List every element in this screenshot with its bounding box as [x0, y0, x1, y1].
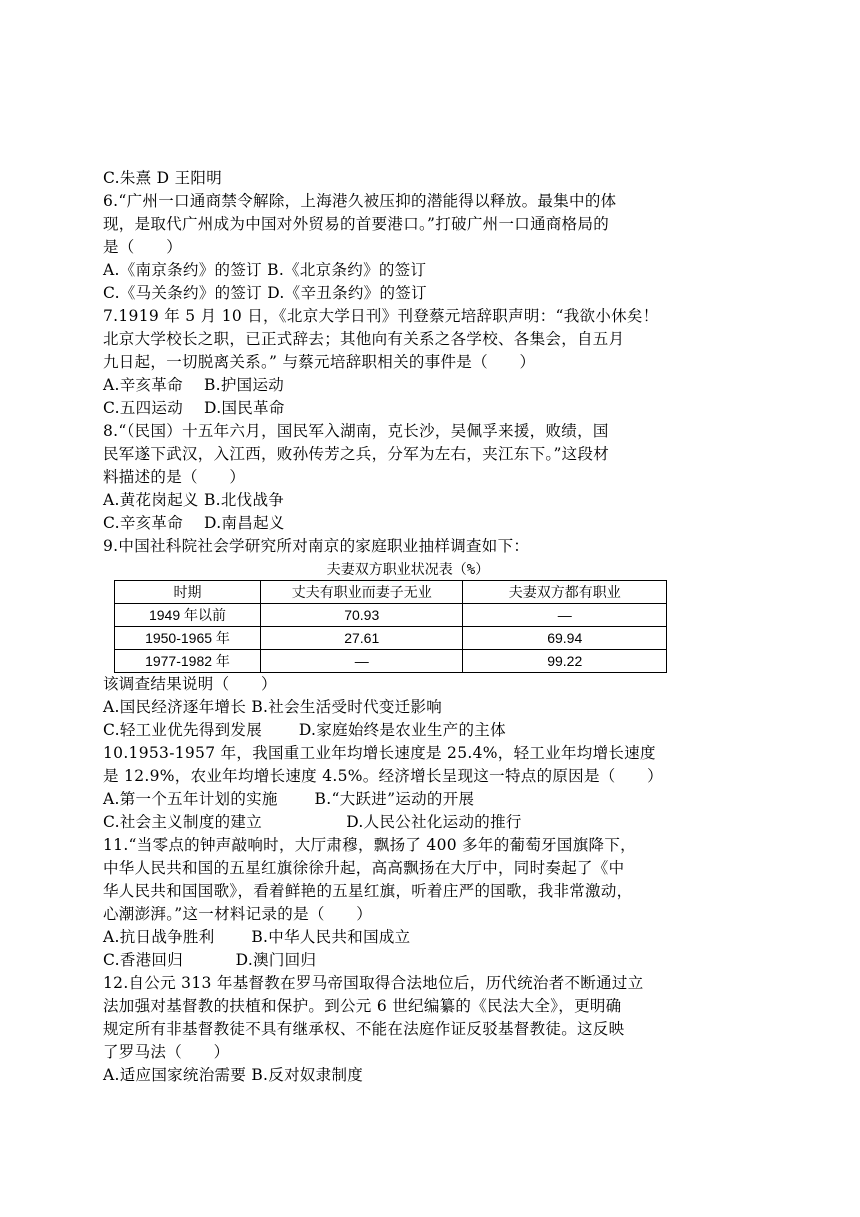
text-line: 中华人民共和国的五星红旗徐徐升起，高高飘扬在大厅中，同时奏起了《中: [103, 859, 625, 877]
text-line: 民军遂下武汉，入江西，败孙传芳之兵，分军为左右，夹江东下。”这段材: [103, 445, 610, 463]
text-line: C.辛亥革命 D.南昌起义: [103, 514, 285, 532]
text-line: A.第一个五年计划的实施 B.“大跃进”运动的开展: [103, 790, 475, 808]
text-line: 11.“当零点的钟声敲响时，大厅肃穆，飘扬了 400 多年的葡萄牙国旗降下，: [103, 836, 636, 854]
text-line: 规定所有非基督教徒不具有继承权、不能在法庭作证反驳基督教徒。这反映: [103, 1020, 625, 1038]
text-line: A.《南京条约》的签订 B.《北京条约》的签订: [103, 261, 427, 279]
text-line: 该调查结果说明（ ）: [103, 675, 277, 693]
table-cell: —: [261, 650, 463, 673]
text-line: 法加强对基督教的扶植和保护。到公元 6 世纪编纂的《民法大全》，更明确: [103, 997, 622, 1015]
text-line: 了罗马法（ ）: [103, 1043, 230, 1061]
text-line: 心潮澎湃。”这一材料记录的是（ ）: [103, 905, 373, 923]
text-line: C.社会主义制度的建立 D.人民公社化运动的推行: [103, 813, 522, 831]
header-period: 时期: [115, 581, 261, 604]
text-line: A.国民经济逐年增长 B.社会生活受时代变迁影响: [103, 698, 443, 716]
table-header-row: [115, 581, 667, 604]
text-line: A.适应国家统治需要 B.反对奴隶制度: [103, 1066, 364, 1084]
table-row: [115, 604, 667, 627]
question-block-lower: [103, 673, 683, 1087]
table-cell: 99.22: [463, 650, 667, 673]
document-page: [103, 167, 683, 1087]
text-line: C.朱熹 D 王阳明: [103, 169, 223, 187]
text-line: 10.1953-1957 年，我国重工业年均增长速度是 25.4%，轻工业年均增长速度: [103, 744, 656, 762]
text-line: C.五四运动 D.国民革命: [103, 399, 285, 417]
text-line: 6.“广州一口通商禁令解除，上海港久被压抑的潜能得以释放。最集中的体: [103, 192, 617, 210]
table-cell: 27.61: [261, 627, 463, 650]
table-caption: 夫妻双方职业状况表（%）: [326, 562, 490, 578]
header-husband-only: 丈夫有职业而妻子无业: [261, 581, 463, 604]
table-cell: 1977-1982 年: [115, 650, 261, 673]
text-line: 华人民共和国国歌》，看着鲜艳的五星红旗，听着庄严的国歌，我非常激动，: [103, 882, 633, 900]
text-line: 8.“（民国）十五年六月，国民军入湖南，克长沙，吴佩孚来援，败绩，国: [103, 422, 609, 440]
text-line: 9.中国社科院社会学研究所对南京的家庭职业抽样调查如下：: [103, 537, 530, 555]
text-line: 九日起，一切脱离关系。” 与蔡元培辞职相关的事件是（ ）: [103, 353, 536, 371]
text-line: C.轻工业优先得到发展 D.家庭始终是农业生产的主体: [103, 721, 506, 739]
text-line: 是（ ）: [103, 238, 183, 256]
text-line: 是 12.9%，农业年均增长速度 4.5%。经济增长呈现这一特点的原因是（ ）: [103, 767, 663, 785]
text-line: 现，是取代广州成为中国对外贸易的首要港口。”打破广州一口通商格局的: [103, 215, 610, 233]
text-line: A.黄花岗起义 B.北伐战争: [103, 491, 285, 509]
table-row: [115, 627, 667, 650]
text-line: A.抗日战争胜利 B.中华人民共和国成立: [103, 928, 411, 946]
text-line: 北京大学校长之职，已正式辞去；其他向有关系之各学校、各集会，自五月: [103, 330, 625, 348]
occupation-table: [114, 580, 667, 673]
text-line: 料描述的是（ ）: [103, 468, 246, 486]
text-line: A.辛亥革命 B.护国运动: [103, 376, 285, 394]
text-line: 7.1919 年 5 月 10 日，《北京大学日刊》刊登蔡元培辞职声明：“我欲小休矣！: [103, 307, 659, 325]
header-both: 夫妻双方都有职业: [463, 581, 667, 604]
table-row: [115, 650, 667, 673]
table-cell: 1950-1965 年: [115, 627, 261, 650]
text-line: 12.自公元 313 年基督教在罗马帝国取得合法地位后，历代统治者不断通过立: [103, 974, 644, 992]
table-cell: 70.93: [261, 604, 463, 627]
table-cell: —: [463, 604, 667, 627]
text-line: C.《马关条约》的签订 D.《辛丑条约》的签订: [103, 284, 427, 302]
text-line: C.香港回归 D.澳门回归: [103, 951, 317, 969]
table-cell: 69.94: [463, 627, 667, 650]
question-block-upper: [103, 167, 683, 558]
table-cell: 1949 年以前: [115, 604, 261, 627]
